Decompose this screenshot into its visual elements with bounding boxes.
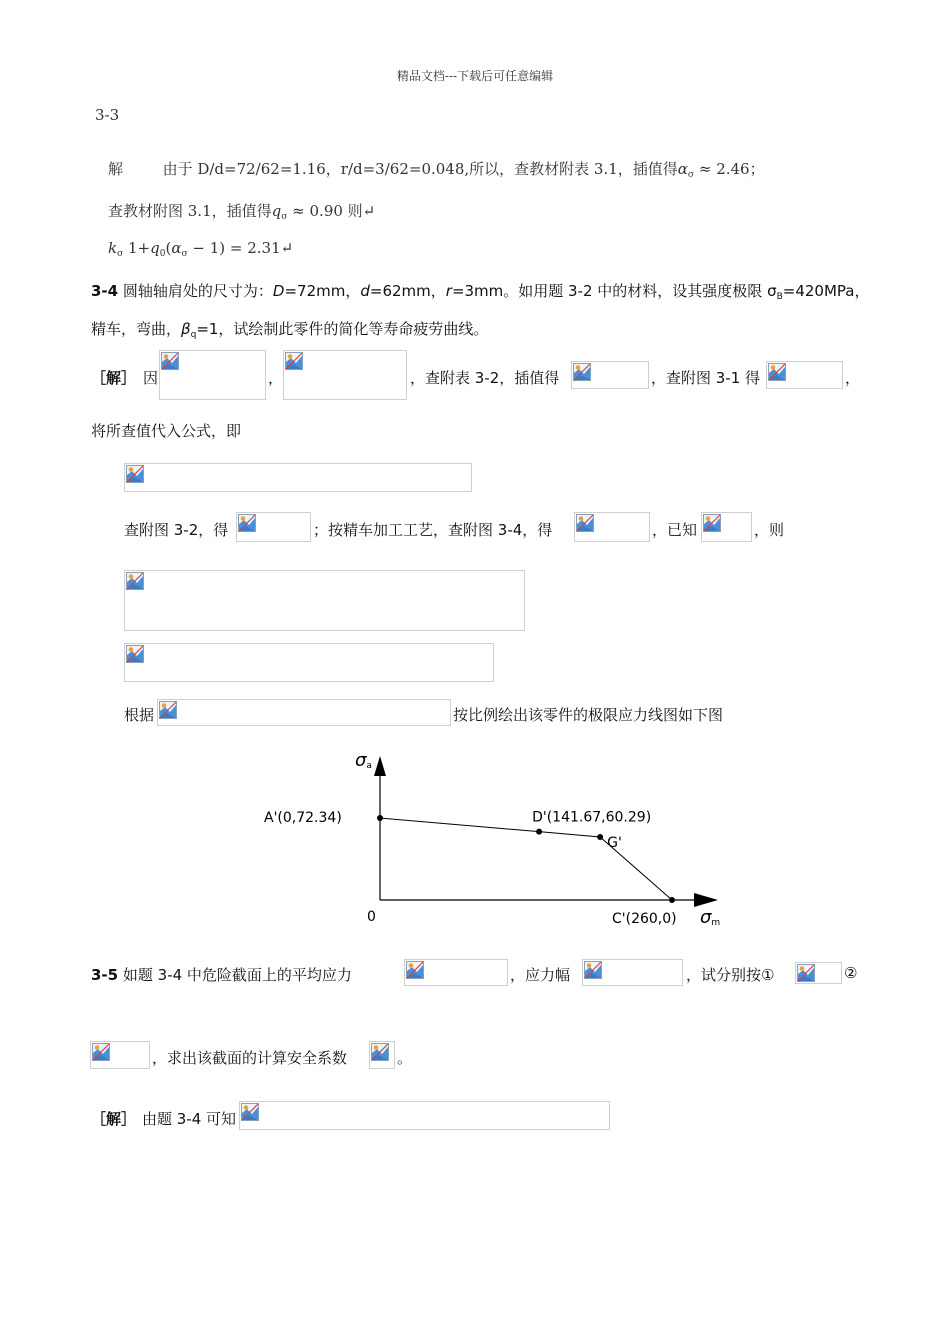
formula-image-placeholder <box>369 1041 395 1069</box>
alpha2-symbol: α <box>171 239 182 257</box>
point-G-label: G' <box>607 834 622 851</box>
solution-text: 由题 3-4 可知 <box>142 1110 237 1128</box>
formula-image-placeholder <box>283 350 407 400</box>
formula-image-placeholder <box>701 512 752 542</box>
formula-image-placeholder <box>574 512 650 542</box>
alpha-symbol: α <box>677 160 688 178</box>
point-A-label: A'(0,72.34) <box>264 810 342 826</box>
formula-image-placeholder <box>159 350 266 400</box>
q0-subscript: 0 <box>159 249 166 259</box>
var-d: d <box>360 282 370 300</box>
text-segment: ，求出该截面的计算安全系数 <box>152 1049 348 1067</box>
text-segment: ，应力幅 <box>510 966 571 984</box>
broken-image-icon <box>576 514 594 532</box>
broken-image-icon <box>126 572 144 590</box>
x-axis-label: σm <box>700 907 721 928</box>
formula-image-placeholder <box>766 361 843 389</box>
broken-image-icon <box>238 514 256 532</box>
comma: ， <box>268 369 284 387</box>
limit-stress-diagram <box>0 740 950 940</box>
formula-image-placeholder <box>795 962 842 984</box>
origin-label: 0 <box>367 909 376 925</box>
point-C-marker <box>669 897 675 903</box>
solution-mark: 解 <box>108 160 124 178</box>
solution-text-2: ，查附图 3-1 得 <box>651 369 761 387</box>
problem-3-3-line2 <box>108 200 375 222</box>
text-segment: =62mm， <box>369 282 446 300</box>
solution-text-1: ，查附表 3-2，插值得 <box>410 369 560 387</box>
broken-image-icon <box>161 352 179 370</box>
broken-image-icon <box>371 1043 389 1061</box>
limit-stress-line <box>380 818 672 900</box>
var-D: D <box>272 282 285 300</box>
text-segment: 圆轴轴肩处的尺寸为： <box>118 282 273 300</box>
formula-part-c: − 1) = 2.31↵ <box>187 239 294 257</box>
k-subscript: σ <box>117 249 124 259</box>
text-segment: =3mm。如用题 3-2 中的材料，设其强度极限 σ <box>451 282 777 300</box>
problem-3-5-number: 3-5 <box>91 966 119 984</box>
broken-image-icon <box>285 352 303 370</box>
var-r: r <box>445 282 452 300</box>
formula-part-a: 1+ <box>123 239 151 257</box>
line2-text: 查教材附图 3.1，插值得 <box>108 202 272 220</box>
solution-because: 因 <box>143 369 159 387</box>
solution-label: ［解］ <box>91 1110 137 1128</box>
formula-image-placeholder <box>239 1101 610 1130</box>
formula-image-placeholder <box>582 959 683 986</box>
text-segment: ，试分别按① <box>686 966 775 984</box>
beta-subscript: q <box>190 330 197 340</box>
formula-image-placeholder <box>90 1041 150 1069</box>
broken-image-icon <box>126 465 144 483</box>
y-axis-arrow <box>374 756 386 776</box>
broken-image-icon <box>573 363 591 381</box>
comma: ， <box>845 369 861 387</box>
problem-3-3-title: 3-3 <box>95 106 120 124</box>
problem-3-3-line3 <box>108 239 293 259</box>
y-axis-label: σa <box>355 750 372 771</box>
q-symbol: q <box>271 202 282 220</box>
q-subscript: σ <box>281 212 288 222</box>
text-segment: 如题 3-4 中危险截面上的平均应力 <box>118 966 352 984</box>
point-A-marker <box>377 815 383 821</box>
broken-image-icon <box>92 1043 110 1061</box>
text-segment: =72mm， <box>284 282 361 300</box>
q-value: ≈ 0.90 则↵ <box>292 202 376 220</box>
q0-symbol: q <box>150 239 160 257</box>
point-G-marker <box>597 834 603 840</box>
beta-symbol: β <box>181 320 191 338</box>
broken-image-icon <box>406 961 424 979</box>
text-segment: =420MPa， <box>782 282 870 300</box>
broken-image-icon <box>797 964 815 982</box>
broken-image-icon <box>159 701 177 719</box>
text-segment: =1，试绘制此零件的简化等寿命疲劳曲线。 <box>196 320 489 338</box>
line1-text: 由于 D/d=72/62=1.16，r/d=3/62=0.048,所以，查教材附表 3.1，插值得 <box>162 160 678 178</box>
formula-image-placeholder <box>124 463 472 492</box>
problem-3-4-number: 3-4 <box>91 282 119 300</box>
alpha-value: ≈ 2.46； <box>698 160 765 178</box>
problem-3-5-line1 <box>91 964 352 985</box>
x-axis-arrow <box>694 893 718 907</box>
page-header: 精品文档---下载后可任意编辑 <box>396 69 554 83</box>
solution-text-4b: ；按精车加工工艺，查附图 3-4，得 <box>313 521 553 539</box>
solution-text-4a: 查附图 3-2，得 <box>124 521 229 539</box>
formula-image-placeholder <box>236 512 311 542</box>
problem-3-4-line1 <box>91 280 870 302</box>
formula-image-placeholder <box>124 643 494 682</box>
broken-image-icon <box>241 1103 259 1121</box>
alpha-subscript: σ <box>687 170 695 180</box>
solution-text-4d: ，则 <box>754 521 785 539</box>
solution-text-4c: ，已知 <box>652 521 698 539</box>
formula-image-placeholder <box>571 361 649 389</box>
formula-image-placeholder <box>157 699 451 726</box>
broken-image-icon <box>126 645 144 663</box>
broken-image-icon <box>703 514 721 532</box>
solution-text-5a: 根据 <box>124 706 155 724</box>
solution-text-5b: 按比例绘出该零件的极限应力线图如下图 <box>453 706 724 724</box>
formula-image-placeholder <box>404 959 508 986</box>
solution-label: ［解］ <box>91 369 137 387</box>
broken-image-icon <box>584 961 602 979</box>
problem-3-3-line1 <box>108 158 765 180</box>
point-D-marker <box>536 829 542 835</box>
formula-image-placeholder <box>124 570 525 631</box>
alpha2-subscript: σ <box>181 249 188 259</box>
problem-3-4-line2 <box>91 318 488 340</box>
formula-part-b: ( <box>165 239 172 257</box>
k-symbol: k <box>108 239 118 257</box>
text-segment: ② <box>844 964 858 982</box>
text-segment: 。 <box>397 1049 413 1067</box>
point-D-label: D'(141.67,60.29) <box>532 809 652 826</box>
sigma-subscript: B <box>776 292 783 302</box>
point-C-label: C'(260,0) <box>612 911 677 927</box>
solution-text-3: 将所查值代入公式，即 <box>91 422 242 440</box>
text-segment: 精车，弯曲， <box>91 320 182 338</box>
broken-image-icon <box>768 363 786 381</box>
